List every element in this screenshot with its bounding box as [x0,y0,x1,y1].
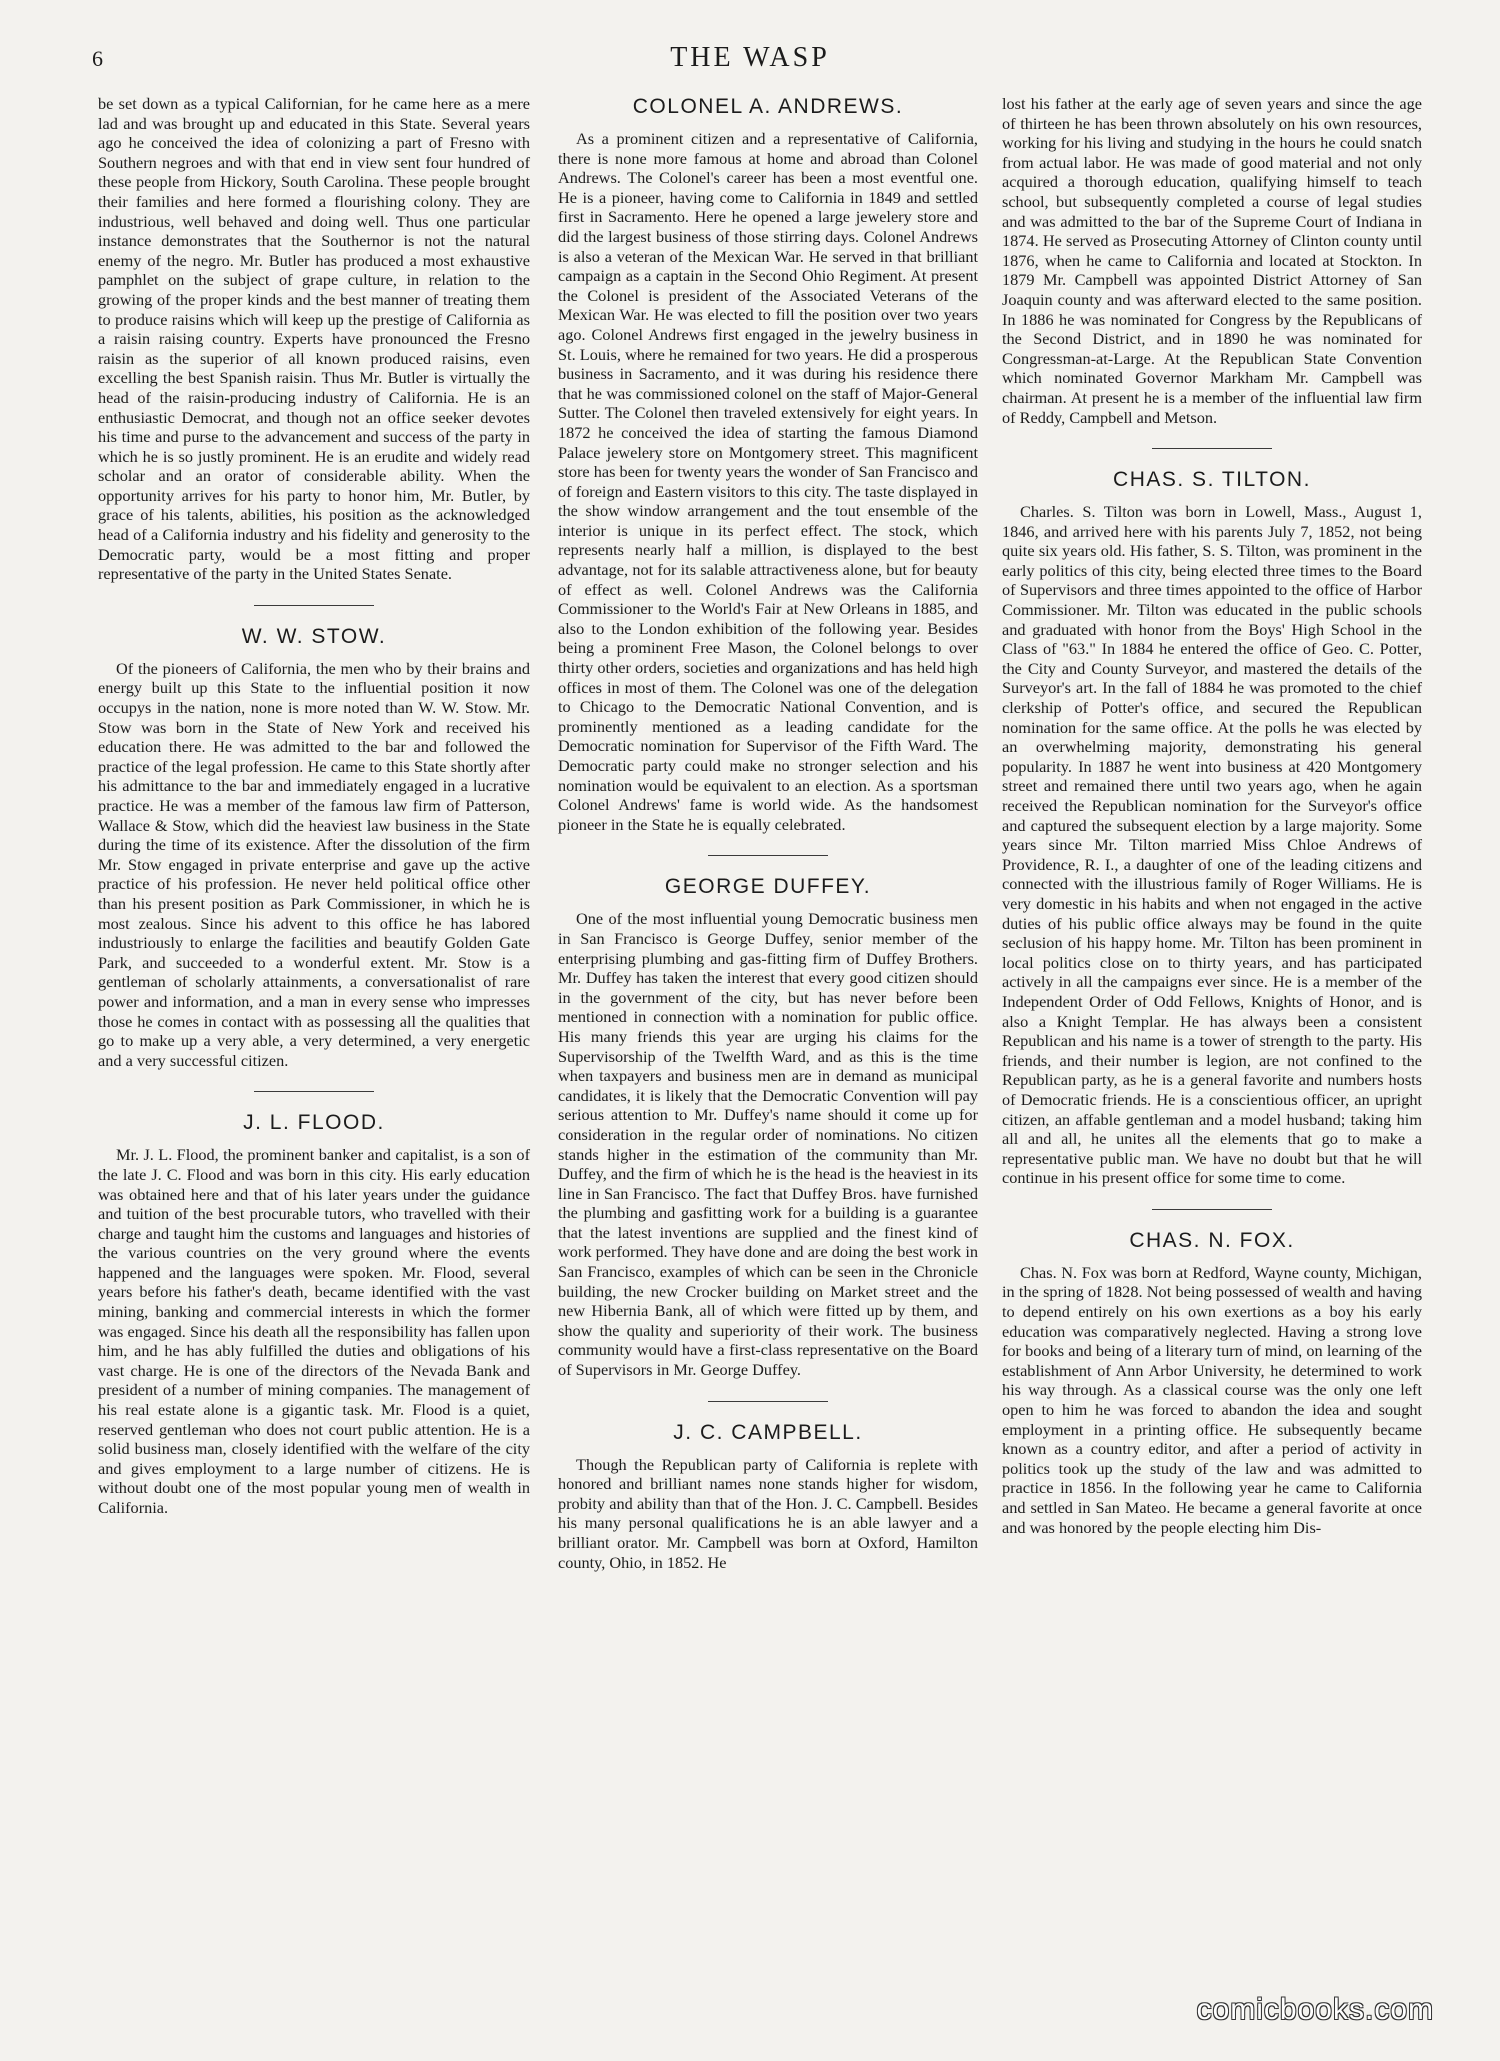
section-divider [1152,448,1272,449]
campbell-article-body: Though the Republican party of California is replete with honored and brilliant names none stands higher for wisdom, probity and ability than that of the Hon. J. C. Campbell. Besides his many personal qualifications he is an able lawyer and a brilliant orator. Mr. Campbell was born at Oxford, Hamilton county, Ohio, in 1852. He [558,1454,978,1572]
section-divider [254,1091,374,1092]
andrews-heading: COLONEL A. ANDREWS. [632,95,904,118]
campbell-heading: J. C. CAMPBELL. [673,1420,863,1444]
section-divider [254,605,374,606]
stow-article-body: Of the pioneers of California, the men who by their brains and energy built up this State to the influential position it now occupys in the nation, none is more noted than W. W. Stow. Mr. Stow was born in the State of New York and received his education there. He was admitted to the bar and followed the practice of the legal profession. He came to this State shortly after his admittance to the bar and immediately engaged in a lucrative practice. He was a member of the famous law firm of Patterson, Wallace & Stow, which did the heaviest law business in the State during the time of its existence. After the dissolution of the firm Mr. Stow engaged in private enterprise and gave up the active practice of his profession. He never held political office other than his present position as Park Commissioner, in which he is most zealous. Since his advent to this office he has labored industriously to enlarge the facilities and beautify Golden Gate Park, and succeeded to a wonderful extent. Mr. Stow is a gentleman of scholarly attainments, a conversationalist of rare power and information, and a man in every sense who impresses those he comes in contact with as possessing all the qualities that go to make up a very able, a very determined, a very energetic and a very successful citizen. [98,658,530,1070]
column-2 [558,94,978,1572]
andrews-article-body: As a prominent citizen and a representative of California, there is none more famous at home and abroad than Colonel Andrews. The Colonel's career has been a most eventful one. He is a pioneer, having come to California in 1849 and settled first in Sacramento. Here he opened a large jewelery store and did the largest business of those stirring days. Colonel Andrews is also a veteran of the Mexican War. He served in that brilliant campaign as a captain in the Second Ohio Regiment. At present the Colonel is president of the Associated Veterans of the Mexican War. He was elected to fill the position over two years ago. Colonel Andrews first engaged in the jewelry business in St. Louis, where he remained for two years. He did a prosperous business in Sacramento, and it was during his residence there that he was commissioned colonel on the staff of Major-General Sutter. The Colonel then traveled extensively for eight years. In 1872 he conceived the idea of starting the famous Diamond Palace jewelery store on Montgomery street. This magnificent store has been for twenty years the wonder of San Francisco and of foreign and Eastern visitors to this city. The taste displayed in the show window arrangement and the tout ensemble of the interior is unique in its perfect effect. The stock, which represents nearly half a million, is displayed to the best advantage, not for its salable attractiveness alone, but for beauty of effect as well. Colonel Andrews was the California Commissioner to the World's Fair at New Orleans in 1885, and also to the London exhibition of the following year. Besides being a prominent Free Mason, the Colonel belongs to over thirty other orders, societies and organizations and has held high offices in most of them. The Colonel was one of the delegation to Chicago to the Democratic National Convention, and is prominently mentioned as a leading candidate for the Democratic nomination for Supervisor of the Fifth Ward. The Democratic party could make no stronger selection and his nomination would be equivalent to an election. As a sportsman Colonel Andrews' fame is world wide. As the handsomest pioneer in the State he is equally celebrated. [558,129,979,834]
tilton-heading: CHAS. S. TILTON. [1113,468,1311,492]
campbell-article-continued: lost his father at the early age of seven years and since the age of thirteen he has been thrown absolutely on his own resources, working for his living and studying in the hours he could snatch from actual labor. He was made of good material and not only acquired a thorough education, qualifying himself to teach school, but subsequently completed a course of legal studies and was admitted to the bar of the Supreme Court of Indiana in 1874. He served as Prosecuting Attorney of Clinton county until 1876, when he came to California and located at Stockton. In 1879 Mr. Campbell was appointed District Attorney of San Joaquin county and was afterward elected to the same position. In 1886 he was nominated for Congress by the Republicans of the Second District, and in 1890 he was nominated for Congressman-at-Large. At the Republican State Convention which nominated Governor Markham Mr. Campbell was chairman. At present he is a member of the influential law firm of Reddy, Campbell and Metson. [1002,94,1422,427]
tilton-article-body: Charles. S. Tilton was born in Lowell, Mass., August 1, 1846, and arrived here with his parents July 7, 1852, not being quite six years old. His father, S. S. Tilton, was prominent in the early politics of this city, being elected three times to the Board of Supervisors and three times appointed to the office of Harbor Commissioner. Mr. Tilton was educated in the public schools and graduated with honor from the Boys' High School in the Class of "63." In 1884 he entered the office of Geo. C. Potter, the City and County Surveyor, and mastered the details of the Surveyor's art. In the fall of 1884 he was promoted to the chief clerkship of Potter's office, and secured the Republican nomination for the same office. At the polls he was elected by an overwhelming majority, demonstrating his general popularity. In 1887 he went into business at 420 Montgomery street and remained there until two years ago, when he again received the Republican nomination for the Surveyor's office and captured the subsequent election by a large majority. Some years since Mr. Tilton married Miss Chloe Andrews of Providence, R. I., a daughter of one of the leading citizens and connected with the illustrious family of Roger Williams. He is very domestic in his habits and when not engaged in the active duties of his public office always may be found in the quite seclusion of his happy home. Mr. Tilton has been prominent in local politics close on to thirty years, and has participated actively in all the campaigns ever since. He is a member of the Independent Order of Odd Fellows, Knights of Honor, and is also a Knight Templar. He has always been a consistent Republican and his name is a tower of strength to the party. His friends, and their number is legion, are not confined to the Republican party, as he is a general favorite and numbers hosts of Democratic friends. He is a conscientious officer, an upright citizen, an affable gentleman and a model husband; taking him all and all, he unites all the elements that go to make a representative public man. We have no doubt but that he will continue in his present office for some time to come. [1002,502,1422,1188]
masthead: THE WASP [670,42,830,73]
fox-article-body: Chas. N. Fox was born at Redford, Wayne county, Michigan, in the spring of 1828. Not being possessed of wealth and having to depend entirely on his own exertions as a boy his early education was comparatively neglected. Having a strong love for books and being of a literary turn of mind, on learning of the establishment of Ann Arbor University, he determined to work his way through. As a classical course was the only one left open to him he was forced to abandon the idea and sought employment in a printing office. He subsequently became known as a country editor, and after a period of activity in politics took up the study of the law and was admitted to practice in 1856. In the following year he came to California and settled in San Mateo. He became a general favorite at once and was honored by the people electing him Dis- [1002,1262,1422,1537]
site-watermark: comicbooks.com [1196,1993,1434,2026]
page-number: 6 [92,46,103,71]
duffey-article-body: One of the most influential young Democratic business men in San Francisco is George Duffey, senior member of the enterprising plumbing and gas-fitting firm of Duffey Brothers. Mr. Duffey has taken the interest that every good citizen should in the government of the city, but has never before been mentioned in connection with a nomination for public office. His many friends this year are urging his claims for the Supervisorship of the Twelfth Ward, and as this is the time when taxpayers and business men are in demand as municipal candidates, it is likely that the Democratic Convention will pay serious attention to Mr. Duffey's name should it come up for consideration in the regular order of nominations. No citizen stands higher in the estimation of the community than Mr. Duffey, and the firm of which he is the head is the heaviest in its line in San Francisco. The fact that Duffey Bros. have furnished the plumbing and gasfitting work for a building is a guarantee that the latest inventions are supplied and the finest kind of work performed. They have done and are doing the best work in San Francisco, examples of which can be seen in the Chronicle building, the new Crocker building on Market street and the new Hibernia Bank, all of which were fitted up by them, and show the quality and superiority of their work. The business community would have a first-class representative on the Board of Supervisors in Mr. George Duffey. [558,909,978,1380]
flood-article-body: Mr. J. L. Flood, the prominent banker and capitalist, is a son of the late J. C. Flood and was born in this city. His early education was obtained here and that of his later years under the guidance and tuition of the best procurable tutors, who travelled with their charge and taught him the customs and languages and histories of the various countries on the very ground where the events happened and the languages were spoken. Mr. Flood, several years before his father's death, became identified with the vast mining, banking and commercial interests in which the former was engaged. Since his death all the responsibility has fallen upon him, and he has ably fulfilled the duties and obligations of his vast charge. He is one of the directors of the Nevada Bank and president of a number of mining companies. The management of his real estate alone is a gigantic task. Mr. Flood is a quiet, reserved gentleman who does not court public attention. He is a solid business man, closely identified with the welfare of the city and gives employment to a large number of citizens. He is without doubt one of the most popular young men of wealth in California. [98,1145,530,1517]
section-divider [708,1401,828,1402]
duffey-heading: GEORGE DUFFEY. [664,875,872,899]
section-divider [708,855,828,856]
stow-heading: W. W. STOW. [241,624,387,648]
column-1 [98,94,530,1518]
section-divider [1152,1209,1272,1210]
column-3 [1002,94,1422,1537]
butler-article-continued: be set down as a typical Californian, for he came here as a mere lad and was brought up and educated in this State. Several years ago he conceived the idea of colonizing a part of Fresno with Southern negroes and with that end in view sent four hundred of these people from Hickory, South Carolina. These people brought their families and here formed a flourishing colony. They are industrious, well behaved and doing well. Thus one particular instance demonstrates that the Southernor is not the natural enemy of the negro. Mr. Butler has produced a most exhaustive pamphlet on the subject of grape culture, in relation to the growing of the proper kinds and the best manner of treating them to produce raisins which will keep up the prestige of California as a raisin raising country. Experts have pronounced the Fresno raisin as the superior of all known produced raisins, even excelling the best Spanish raisin. Thus Mr. Butler is virtually the head of the raisin-producing industry of California. He is an enthusiastic Democrat, and though not an office seeker devotes his time and purse to the advancement and success of the party in which he is so justly prominent. He is an erudite and widely read scholar and an orator of considerable ability. When the opportunity arrives for his party to honor him, Mr. Butler, by grace of his talents, abilities, his position as the acknowledged head of a California industry and his fidelity and generosity to the Democratic party, would be a most fitting and proper representative of the party in the United States Senate. [98,94,530,584]
flood-heading: J. L. FLOOD. [243,1111,385,1135]
fox-heading: CHAS. N. FOX. [1129,1228,1295,1252]
